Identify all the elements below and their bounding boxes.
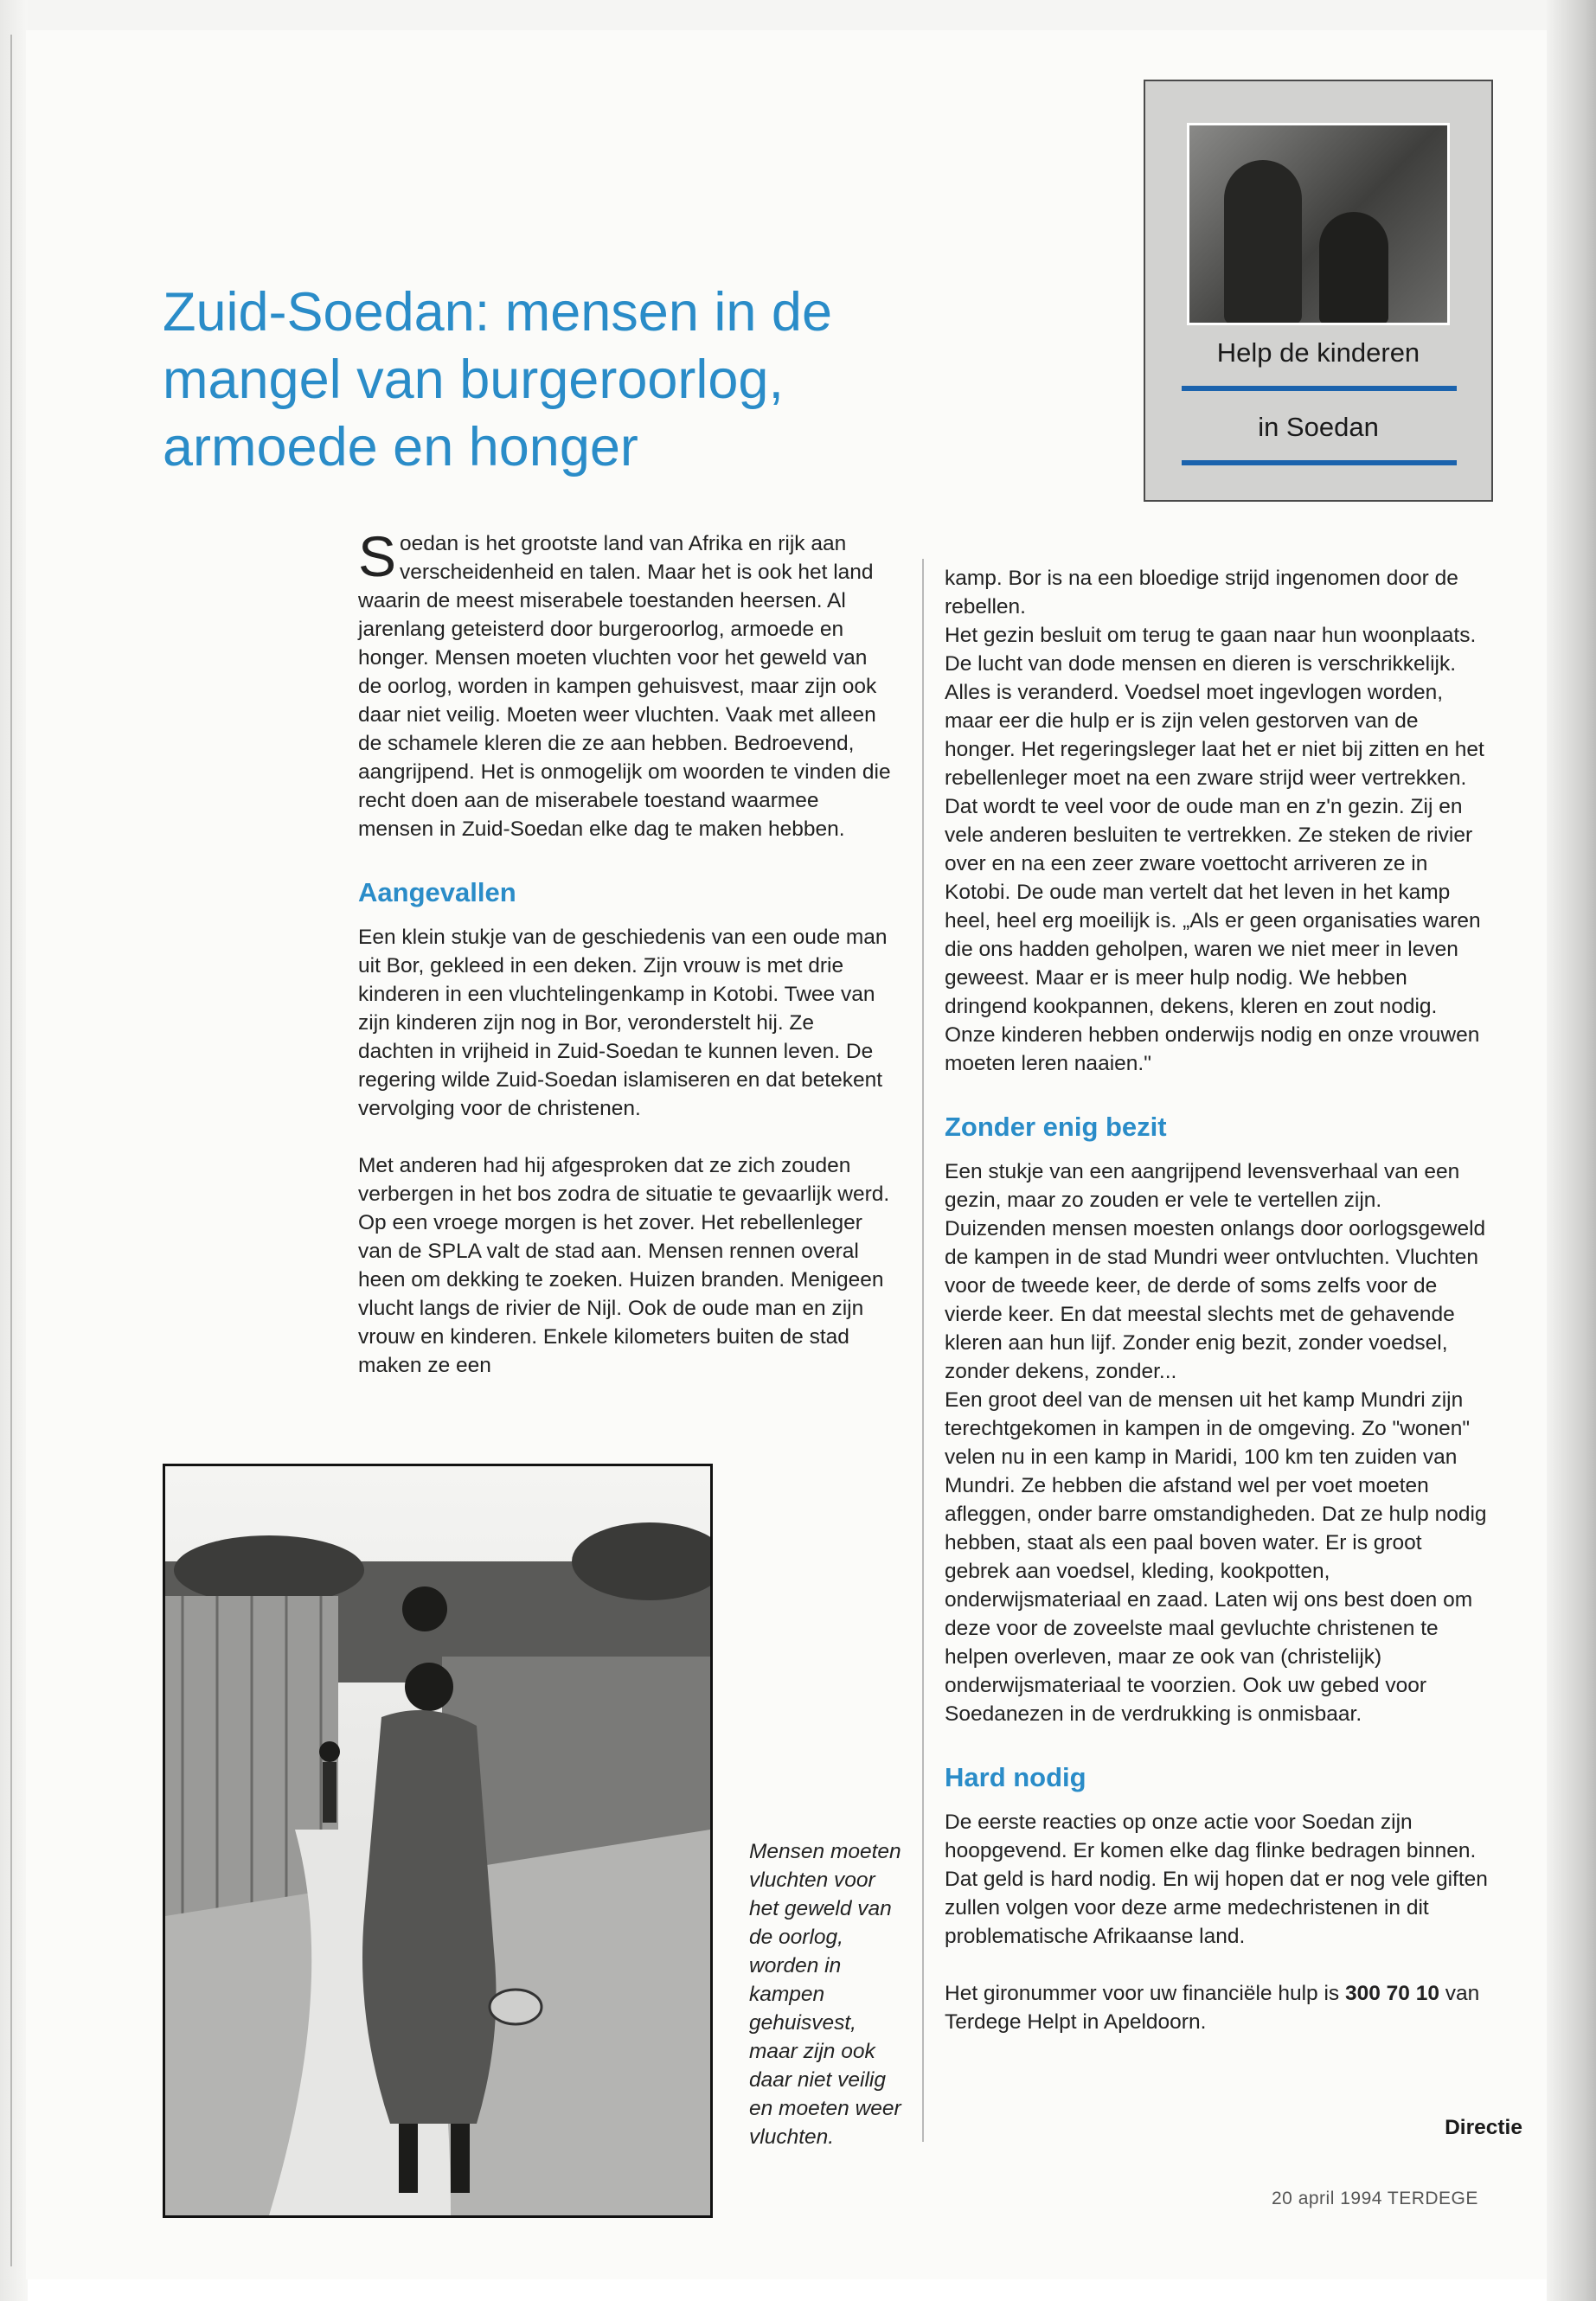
box-line2-text: in Soedan [1258,412,1379,442]
giro-paragraph [945,1979,1488,2036]
paragraph: Een klein stukje van de geschiedenis van een oude man uit Bor, gekleed in een deken. Zijn vrouw is met drie kinderen in een vluchtelingenkamp in Kotobi. Twee van zijn kinderen zijn nog in Bor, veronderstelt hij. Ze dachten in vrijheid in Zuid-Soedan te kunnen leven. De regering wilde Zuid-Soedan islamiseren en dat betekent vervolging voor de christenen. [358,926,888,1120]
help-children-box [1144,80,1493,502]
page-top-edge [0,0,1596,31]
intro-text: oedan is het grootste land van Afrika en rijk aan verscheidenheid en talen. Maar het is ook het land waarin de meest miserabele toestanden heersen. Al jarenlang geteisterd door burgeroorlog, armoede en honger. Mensen moeten vluchten voor het geweld van de oorlog, worden in kampen gehuisvest, maar zijn ook daar niet veilig. Moeten weer vluchten. Vaak met alleen de schamele kleren die ze aan hebben. Bedroevend, aangrijpend. Het is onmogelijk om woorden te vinden die recht doen aan de miserabele toestand waarmee mensen in Zuid-Soedan elke dag te maken hebben. [358,532,891,841]
heading-hard-nodig: Hard nodig [945,1762,1086,1792]
photo-figure-girl [1224,160,1302,324]
photo-illustration [165,1466,710,2215]
heading-zonder-enig-bezit: Zonder enig bezit [945,1112,1167,1142]
page-left-edge [0,0,28,2301]
article-title: Zuid-Soedan: mensen in de mangel van burgeroorlog, armoede en honger [163,282,832,478]
paragraph: Het gezin besluit om terug te gaan naar hun woonplaats. De lucht van dode mensen en dieren is verschrikkelijk. Alles is veranderd. Voedsel moet ingevlogen worden, maar eer die hulp er is zijn velen gestorven van de honger. Het regeringsleger laat het er niet bij zitten en het rebellenleger moet na een zware strijd weer vertrekken. Dat wordt te veel voor de oude man en z'n gezin. Zij en vele anderen besluiten te vertrekken. Ze steken de rivier over en na een zeer zware voettocht arriveren ze in Kotobi. De oude man vertelt dat het leven in het kamp heel, heel erg moeilijk is. „Als er geen organisaties waren die ons hadden geholpen, waren we niet meer in leven geweest. Maar er is meer hulp nodig. We hebben dringend kookpannen, dekens, kleren en zout nodig. Onze kinderen hebben onderwijs nodig en onze vrouwen moeten leren naaien." [945,624,1484,1075]
article-column-1 [358,524,894,1380]
paragraph: Een groot deel van de mensen uit het kamp Mundri zijn terechtgekomen in kampen in de omgeving. Zo "wonen" velen nu in een kamp in Maridi, 100 km ten zuiden van Mundri. Ze hebben die afstand wel per voet moeten afleggen, onder barre omstandigheden. Dat ze hulp nodig hebben, staat als een paal boven water. Er is groot gebrek aan voedsel, kleding, kookpotten, onderwijsmateriaal en zaad. Laten wij ons best doen om deze voor de zoveelste maal gevluchte christenen te helpen overleven, maar ze ook van (christelijk) onderwijsmateriaal te voorzien. Ook uw gebed voor Soedanezen in de verdrukking is onmisbaar. [945,1388,1487,1726]
page-gutter-shadow [1547,0,1596,2301]
signoff-directie: Directie [1445,2116,1522,2139]
box-photo-children [1187,123,1450,325]
page-footer: 20 april 1994 TERDEGE [1272,2189,1478,2208]
giro-post-text: van Terdege Helpt in Apeldoorn. [945,1982,1480,2034]
intro-paragraph [358,524,894,843]
box-line1-text: Help de kinderen [1216,337,1420,368]
heading-aangevallen: Aangevallen [358,877,516,907]
article-photo-refugees [163,1464,713,2218]
column-divider [922,559,924,2142]
box-rule [1182,460,1457,465]
paragraph: Een stukje van een aangrijpend levensverhaal van een gezin, maar zo zouden er vele te vertellen zijn. Duizenden mensen moesten onlangs door oorlogsgeweld de kampen in de stad Mundri weer ontvluchten. Vluchten voor de tweede keer, de derde of soms zelfs voor de vierde keer. En dat meestal slechts met de gehavende kleren aan hun lijf. Zonder enig bezit, zonder voedsel, zonder dekens, zonder... [945,1160,1486,1383]
photo-figure-child [1319,212,1388,324]
article-column-2 [945,564,1488,2036]
paragraph: De eerste reacties op onze actie voor Soedan zijn hoopgevend. Er komen elke dag flinke bedragen binnen. Dat geld is hard nodig. En wij hopen dat er nog vele giften zullen volgen voor deze arme medechristenen in dit problematische Afrikaanse land. [945,1811,1488,1948]
paragraph: kamp. Bor is na een bloedige strijd ingenomen door de rebellen. [945,567,1458,619]
photo-caption: Mensen moeten vluchten voor het geweld van de oorlog, worden in kampen gehuisvest, maar zijn ook daar niet veilig en moeten weer vluchten. [749,1840,901,2149]
giro-pre-text: Het gironummer voor uw financiële hulp is [945,1982,1345,2005]
paragraph: Met anderen had hij afgesproken dat ze zich zouden verbergen in het bos zodra de situatie te gevaarlijk werd. Op een vroege morgen is het zover. Het rebellenleger van de SPLA valt de stad aan. Mensen rennen overal heen om dekking te zoeken. Huizen branden. Menigeen vlucht langs de rivier de Nijl. Ook de oude man en zijn vrouw en kinderen. Enkele kilometers buiten de stad maken ze een [358,1154,890,1377]
drop-cap: S [358,524,397,588]
giro-number: 300 70 10 [1345,1982,1439,2005]
box-rule [1182,386,1457,391]
